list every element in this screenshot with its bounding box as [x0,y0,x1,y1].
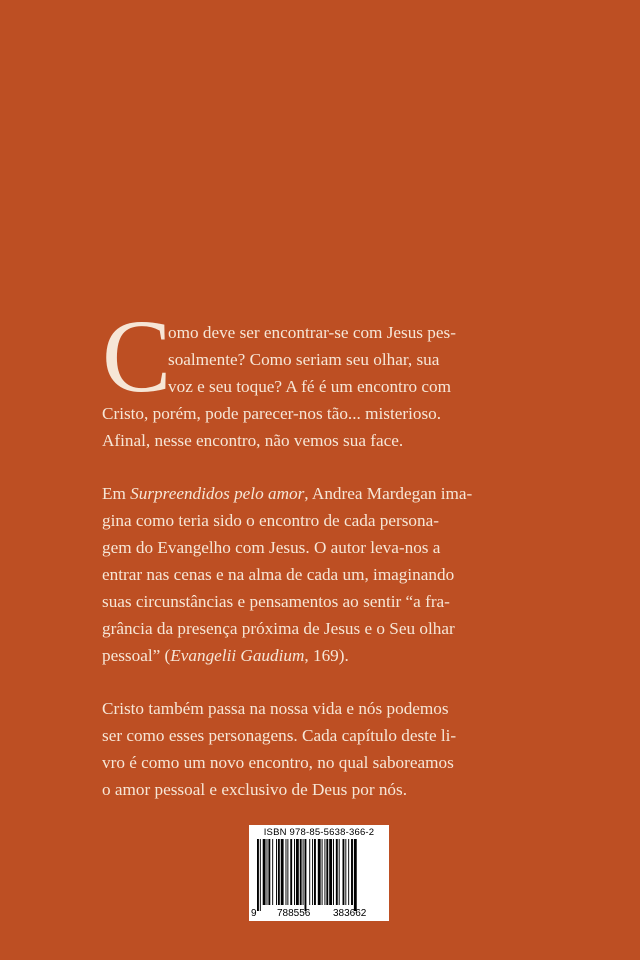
isbn-barcode [249,825,389,921]
barcode-bar [257,839,259,911]
barcode-bar [354,839,357,911]
text-line: voz e seu toque? A fé é um encontro com [168,377,452,396]
text-line: suas circunstâncias e pensamentos ao sentir “a fra- [102,592,450,611]
barcode-bar [276,839,277,905]
barcode-bar [281,839,284,905]
text-fragment: , Andrea Mardegan ima- [304,484,473,503]
text-line: grância da presença próxima de Jesus e o Seu olhar [102,619,455,638]
barcode-bar [339,839,340,905]
barcode-digit-first: 9 [251,908,257,919]
paragraph-intro [102,319,542,454]
paragraph-closing [102,695,542,803]
barcode-bar [272,839,273,905]
text-line: Afinal, nesse encontro, não vemos sua face. [102,431,404,450]
barcode-bar [267,839,268,905]
barcode-bar [329,839,332,905]
barcode-bar [336,839,338,905]
text-line: omo deve ser encontrar-se com Jesus pes- [168,323,456,342]
barcode-bar [309,839,310,905]
barcode-bar [324,839,325,905]
citation-title: Evangelii Gaudium [170,646,305,665]
text-line: Cristo, porém, pode parecer-nos tão... misterioso. [102,404,442,423]
text-line: vro é como um novo encontro, no qual saboreamos [102,753,454,772]
text-fragment: Em [102,484,131,503]
barcode-bar [300,839,302,905]
barcode-bar [268,839,270,905]
barcode-bar [278,839,280,905]
barcode-bar [326,839,328,905]
barcode-bar [263,839,266,905]
barcode-bar [333,839,334,905]
text-line: o amor pessoal e exclusivo de Deus por nós. [102,780,408,799]
text-line [102,642,542,669]
barcode-digits-left: 788556 [277,908,311,919]
barcode-bar [314,839,316,905]
text-fragment: pessoal” ( [102,646,171,665]
barcode-bar [296,839,299,905]
text-line: soalmente? Como seriam seu olhar, sua [168,350,440,369]
barcode-digits-right: 383662 [333,908,367,919]
barcode-bar [290,839,292,905]
text-line: gina como teria sido o encontro de cada persona- [102,511,439,530]
text-line: ser como esses personagens. Cada capítulo deste li- [102,726,457,745]
barcode-bar [318,839,321,905]
barcode-bar [343,839,345,905]
text-line: gem do Evangelho com Jesus. O autor leva-nos a [102,538,441,557]
barcode-bars [257,839,381,911]
barcode-bar [294,839,295,905]
barcode-bar [305,839,307,911]
barcode-bar [351,839,353,905]
text-line: Cristo também passa na nossa vida e nós podemos [102,699,449,718]
barcode-bar [303,839,304,905]
text-line: entrar nas cenas e na alma de cada um, imaginando [102,565,455,584]
barcode-bar [287,839,288,905]
paragraph-description [102,480,542,669]
text-line [102,480,542,507]
barcode-bar [286,839,287,905]
barcode-bar [312,839,313,905]
isbn-label: ISBN 978-85-5638-366-2 [263,827,375,838]
barcode-bar [260,839,261,911]
barcode-bar [322,839,323,905]
barcode-bar [345,839,346,905]
drop-cap-letter: C [102,299,172,414]
book-title: Surpreendidos pelo amor [130,484,305,503]
text-fragment: , 169). [304,646,349,665]
barcode-bar [348,839,349,905]
